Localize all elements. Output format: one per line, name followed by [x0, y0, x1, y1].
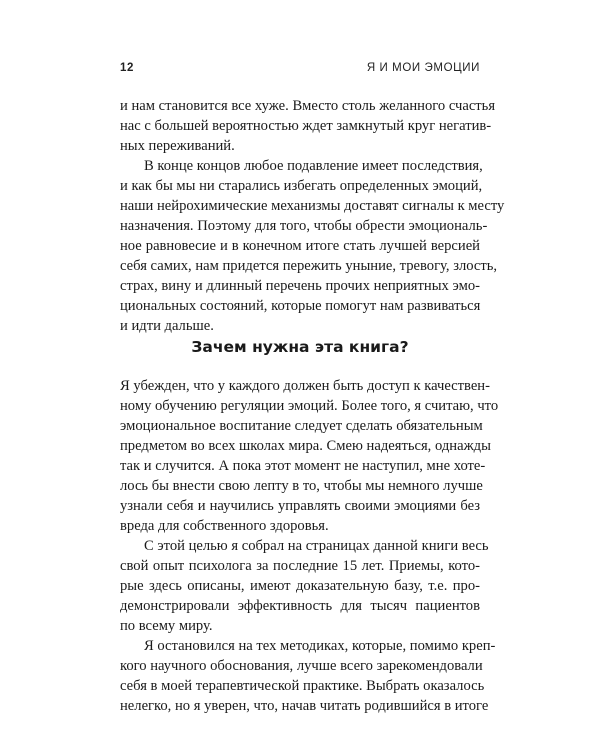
text-line: В конце концов любое подавление имеет последствия,	[144, 158, 483, 174]
text-line: кого научного обоснования, лучше всего зарекомендовали	[120, 658, 483, 674]
page-number: 12	[120, 62, 134, 74]
text-line: и как бы мы ни старались избегать определенных эмоций,	[120, 178, 483, 194]
text-line: и идти дальше.	[120, 318, 214, 334]
text-line: ное равновесие и в конечном итоге стать лучшей версией	[120, 238, 480, 254]
text-line: демонстрировали эффективность для тысяч пациентов	[120, 598, 480, 614]
text-line: и нам становится все хуже. Вместо столь желанного счастья	[120, 98, 496, 114]
text-line: вреда для собственного здоровья.	[120, 518, 329, 534]
text-line: по всему миру.	[120, 618, 213, 634]
text-line: циональных состояний, которые помогут нам развиваться	[120, 298, 481, 314]
text-line: ных переживаний.	[120, 138, 235, 154]
body-text-section-1	[120, 96, 505, 336]
text-line: назначения. Поэтому для того, чтобы обрести эмоциональ-	[120, 218, 488, 234]
text-line: рые здесь описаны, имеют доказательную базу, т.е. про-	[120, 578, 480, 594]
text-line: нас с большей вероятностью ждет замкнутый круг негатив-	[120, 118, 492, 134]
text-line: С этой целью я собрал на страницах данной книги весь	[144, 538, 489, 554]
text-line: Я остановился на тех методиках, которые, помимо креп-	[144, 638, 496, 654]
text-line: предметом во всех школах мира. Смею надеяться, однажды	[120, 438, 491, 454]
text-line: эмоциональное воспитание следует сделать обязательным	[120, 418, 483, 434]
section-heading: Зачем нужна эта книга?	[191, 338, 409, 356]
text-line: себя в моей терапевтической практике. Выбрать оказалось	[120, 678, 485, 694]
running-title: Я И МОИ ЭМОЦИИ	[366, 62, 480, 74]
text-line: узнали себя и научились управлять своими эмоциями без	[120, 498, 480, 514]
text-line: нелегко, но я уверен, что, начав читать родившийся в итоге	[120, 698, 489, 714]
text-line: так и случится. А пока этот момент не наступил, мне хоте-	[120, 458, 486, 474]
text-line: наши нейрохимические механизмы доставят сигналы к месту	[120, 198, 505, 214]
text-line: Я убежден, что у каждого должен быть доступ к качествен-	[120, 378, 490, 394]
text-line: ному обучению регуляции эмоций. Более того, я считаю, что	[120, 398, 499, 414]
text-line: себя самих, нам придется пережить уныние, тревогу, злость,	[120, 258, 498, 274]
body-text-section-2	[120, 376, 499, 716]
text-line: свой опыт психолога за последние 15 лет. Приемы, кото-	[120, 558, 480, 574]
text-line: страх, вину и длинный перечень прочих неприятных эмо-	[120, 278, 480, 294]
page-header	[120, 62, 480, 78]
text-line: лось бы внести свою лепту в то, чтобы мы немного лучше	[120, 478, 483, 494]
